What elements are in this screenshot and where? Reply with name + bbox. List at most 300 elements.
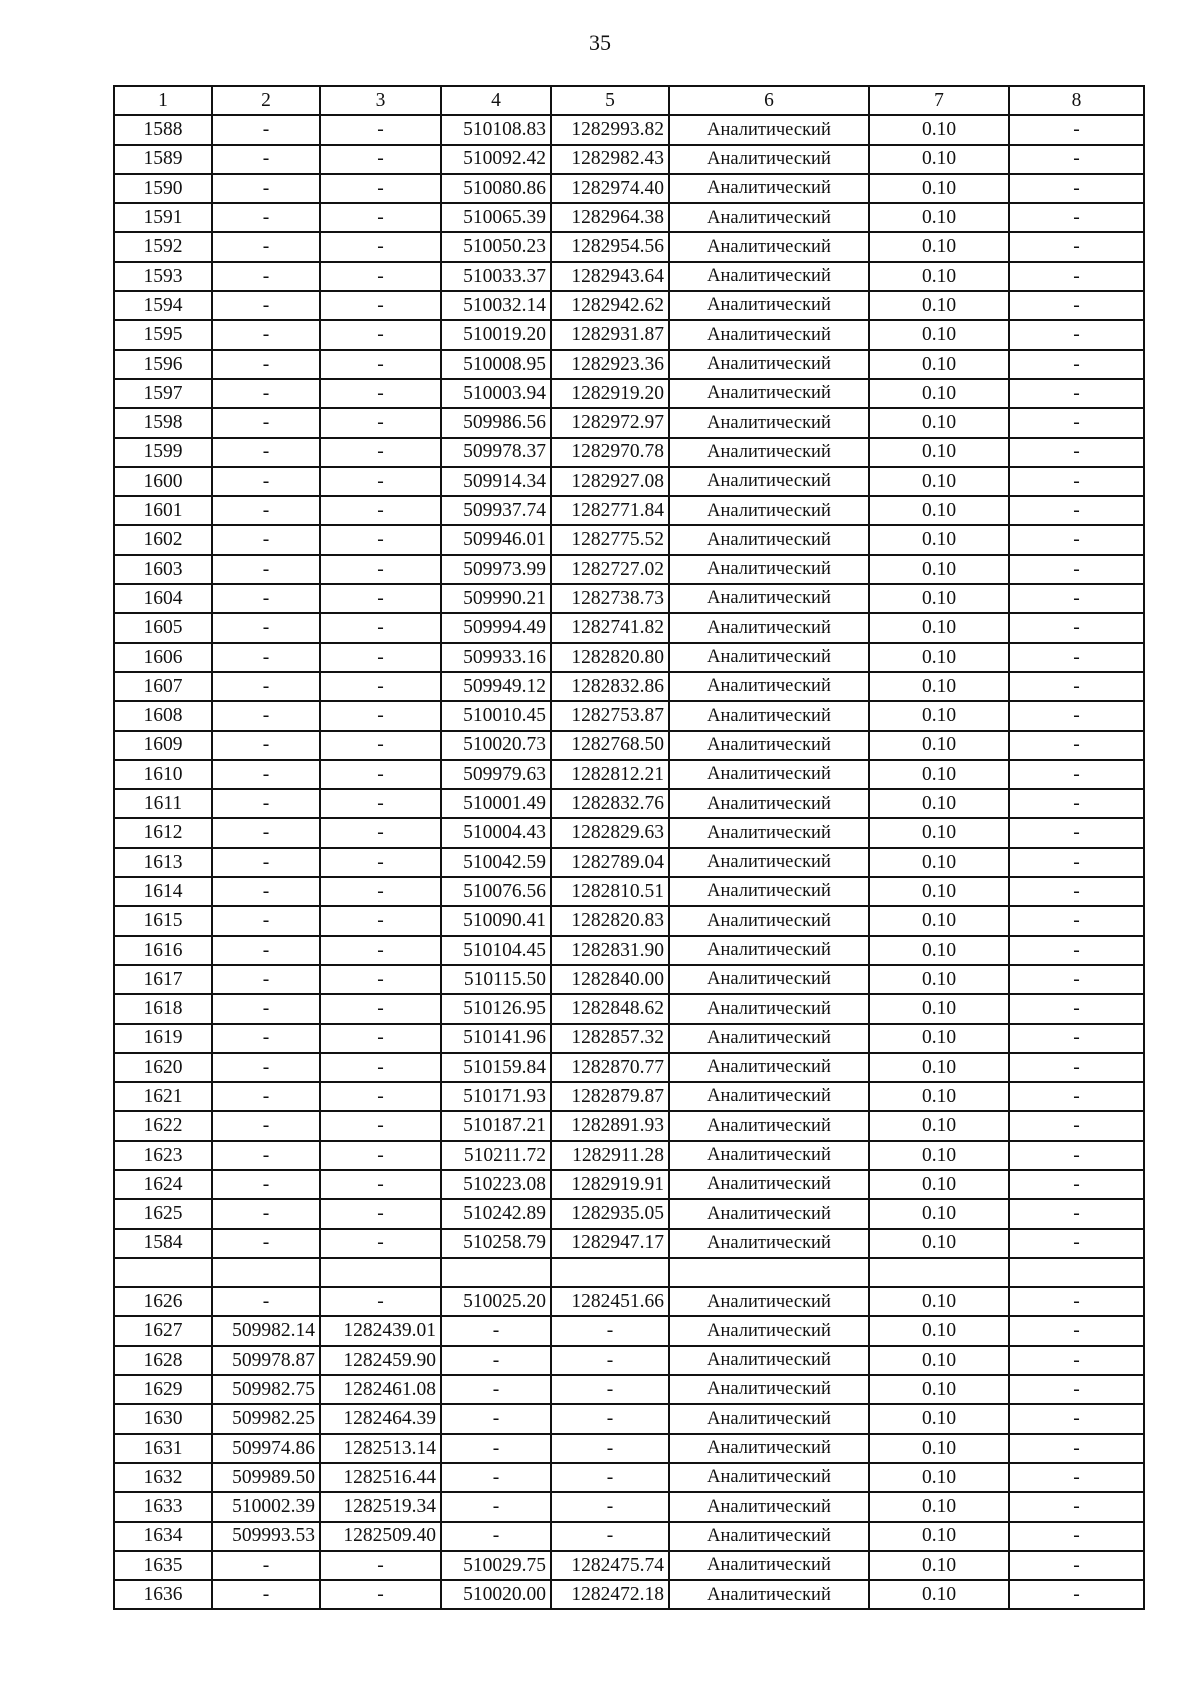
table-row — [114, 936, 1144, 965]
method-cell: Аналитический — [669, 936, 869, 965]
col5-y-cell: - — [551, 1316, 669, 1345]
col5-y-cell: 1282964.38 — [551, 203, 669, 232]
table-row — [114, 1053, 1144, 1082]
accuracy-cell: 0.10 — [869, 1522, 1009, 1551]
accuracy-cell: 0.10 — [869, 320, 1009, 349]
point-number-cell: 1632 — [114, 1463, 212, 1492]
table-row — [114, 320, 1144, 349]
table-row — [114, 555, 1144, 584]
col4-x-cell: 509979.63 — [441, 760, 551, 789]
accuracy-cell: 0.10 — [869, 936, 1009, 965]
column-header: 7 — [869, 86, 1009, 115]
accuracy-cell: 0.10 — [869, 1287, 1009, 1316]
method-cell: Аналитический — [669, 1082, 869, 1111]
table-row — [114, 496, 1144, 525]
accuracy-cell: 0.10 — [869, 1111, 1009, 1140]
method-cell: Аналитический — [669, 1229, 869, 1258]
point-number-cell: 1588 — [114, 115, 212, 144]
point-number-cell: 1603 — [114, 555, 212, 584]
accuracy-cell: 0.10 — [869, 760, 1009, 789]
col5-y-cell: 1282927.08 — [551, 467, 669, 496]
col3-y-cell: - — [320, 848, 441, 877]
col4-x-cell: 510029.75 — [441, 1551, 551, 1580]
accuracy-cell: 0.10 — [869, 1053, 1009, 1082]
col4-x-cell: - — [441, 1346, 551, 1375]
col8-cell: - — [1009, 1346, 1144, 1375]
col4-x-cell: 510003.94 — [441, 379, 551, 408]
accuracy-cell: 0.10 — [869, 848, 1009, 877]
col2-x-cell: - — [212, 1024, 320, 1053]
method-cell — [669, 1258, 869, 1287]
point-number-cell: 1617 — [114, 965, 212, 994]
col2-x-cell: 509982.14 — [212, 1316, 320, 1345]
table-row — [114, 1316, 1144, 1345]
col5-y-cell: 1282947.17 — [551, 1229, 669, 1258]
col3-y-cell: - — [320, 877, 441, 906]
point-number-cell: 1619 — [114, 1024, 212, 1053]
col4-x-cell: 510108.83 — [441, 115, 551, 144]
point-number-cell: 1621 — [114, 1082, 212, 1111]
method-cell: Аналитический — [669, 906, 869, 935]
table-row — [114, 584, 1144, 613]
col4-x-cell: 510104.45 — [441, 936, 551, 965]
point-number-cell: 1616 — [114, 936, 212, 965]
table-header-row — [114, 86, 1144, 115]
col4-x-cell: 510171.93 — [441, 1082, 551, 1111]
point-number-cell: 1607 — [114, 672, 212, 701]
accuracy-cell: 0.10 — [869, 1346, 1009, 1375]
col5-y-cell: 1282812.21 — [551, 760, 669, 789]
col8-cell — [1009, 1258, 1144, 1287]
point-number-cell: 1611 — [114, 789, 212, 818]
col8-cell: - — [1009, 643, 1144, 672]
point-number-cell: 1589 — [114, 145, 212, 174]
col2-x-cell: - — [212, 1082, 320, 1111]
point-number-cell: 1635 — [114, 1551, 212, 1580]
col4-x-cell: - — [441, 1522, 551, 1551]
col4-x-cell: 510090.41 — [441, 906, 551, 935]
point-number-cell: 1612 — [114, 818, 212, 847]
col5-y-cell: - — [551, 1404, 669, 1433]
point-number-cell: 1615 — [114, 906, 212, 935]
col8-cell: - — [1009, 496, 1144, 525]
accuracy-cell: 0.10 — [869, 232, 1009, 261]
col5-y-cell: - — [551, 1463, 669, 1492]
col2-x-cell: - — [212, 438, 320, 467]
col5-y-cell: 1282451.66 — [551, 1287, 669, 1316]
col3-y-cell: - — [320, 1141, 441, 1170]
table-row — [114, 643, 1144, 672]
table-row — [114, 232, 1144, 261]
col4-x-cell: 510076.56 — [441, 877, 551, 906]
point-number-cell: 1613 — [114, 848, 212, 877]
col8-cell: - — [1009, 1229, 1144, 1258]
accuracy-cell: 0.10 — [869, 525, 1009, 554]
accuracy-cell: 0.10 — [869, 1492, 1009, 1521]
col4-x-cell: - — [441, 1434, 551, 1463]
col5-y-cell: 1282954.56 — [551, 232, 669, 261]
col3-y-cell: 1282519.34 — [320, 1492, 441, 1521]
col3-y-cell: - — [320, 1053, 441, 1082]
table-row — [114, 1580, 1144, 1609]
col4-x-cell: 510042.59 — [441, 848, 551, 877]
point-number-cell: 1591 — [114, 203, 212, 232]
col8-cell: - — [1009, 1111, 1144, 1140]
col5-y-cell: 1282810.51 — [551, 877, 669, 906]
col3-y-cell: - — [320, 555, 441, 584]
table-row — [114, 1024, 1144, 1053]
accuracy-cell: 0.10 — [869, 350, 1009, 379]
col8-cell: - — [1009, 1024, 1144, 1053]
method-cell: Аналитический — [669, 584, 869, 613]
accuracy-cell: 0.10 — [869, 262, 1009, 291]
accuracy-cell: 0.10 — [869, 145, 1009, 174]
table-row — [114, 145, 1144, 174]
accuracy-cell: 0.10 — [869, 672, 1009, 701]
method-cell: Аналитический — [669, 1346, 869, 1375]
point-number-cell: 1594 — [114, 291, 212, 320]
accuracy-cell: 0.10 — [869, 379, 1009, 408]
col3-y-cell: 1282509.40 — [320, 1522, 441, 1551]
col8-cell: - — [1009, 818, 1144, 847]
col8-cell: - — [1009, 438, 1144, 467]
col2-x-cell: 510002.39 — [212, 1492, 320, 1521]
col5-y-cell: 1282982.43 — [551, 145, 669, 174]
col5-y-cell: 1282775.52 — [551, 525, 669, 554]
col2-x-cell: - — [212, 467, 320, 496]
col2-x-cell: - — [212, 115, 320, 144]
point-number-cell: 1608 — [114, 701, 212, 730]
col2-x-cell: - — [212, 320, 320, 349]
method-cell: Аналитический — [669, 1170, 869, 1199]
col2-x-cell: - — [212, 145, 320, 174]
method-cell: Аналитический — [669, 1141, 869, 1170]
point-number-cell: 1629 — [114, 1375, 212, 1404]
table-row — [114, 848, 1144, 877]
col3-y-cell: - — [320, 672, 441, 701]
col4-x-cell: 510159.84 — [441, 1053, 551, 1082]
table-row — [114, 1287, 1144, 1316]
col3-y-cell: - — [320, 613, 441, 642]
col2-x-cell: - — [212, 408, 320, 437]
method-cell: Аналитический — [669, 1111, 869, 1140]
col2-x-cell: - — [212, 1229, 320, 1258]
col2-x-cell: 509982.75 — [212, 1375, 320, 1404]
col8-cell: - — [1009, 1492, 1144, 1521]
col3-y-cell: - — [320, 408, 441, 437]
method-cell: Аналитический — [669, 965, 869, 994]
col3-y-cell: 1282439.01 — [320, 1316, 441, 1345]
col3-y-cell: 1282516.44 — [320, 1463, 441, 1492]
table-row — [114, 1199, 1144, 1228]
col3-y-cell: 1282459.90 — [320, 1346, 441, 1375]
table-body — [114, 115, 1144, 1609]
col4-x-cell: 509937.74 — [441, 496, 551, 525]
column-header: 8 — [1009, 86, 1144, 115]
point-number-cell: 1609 — [114, 731, 212, 760]
accuracy-cell: 0.10 — [869, 965, 1009, 994]
point-number-cell: 1606 — [114, 643, 212, 672]
col3-y-cell: - — [320, 145, 441, 174]
accuracy-cell: 0.10 — [869, 1580, 1009, 1609]
col2-x-cell: - — [212, 1287, 320, 1316]
col4-x-cell: 510223.08 — [441, 1170, 551, 1199]
method-cell: Аналитический — [669, 262, 869, 291]
col2-x-cell: - — [212, 994, 320, 1023]
accuracy-cell: 0.10 — [869, 877, 1009, 906]
col5-y-cell: 1282475.74 — [551, 1551, 669, 1580]
table-row — [114, 1551, 1144, 1580]
table-row — [114, 1346, 1144, 1375]
method-cell: Аналитический — [669, 1522, 869, 1551]
col3-y-cell: - — [320, 262, 441, 291]
page-number: 35 — [589, 30, 611, 55]
col5-y-cell: 1282911.28 — [551, 1141, 669, 1170]
col8-cell: - — [1009, 1404, 1144, 1433]
accuracy-cell: 0.10 — [869, 1375, 1009, 1404]
col5-y-cell: 1282891.93 — [551, 1111, 669, 1140]
column-header: 6 — [669, 86, 869, 115]
col8-cell: - — [1009, 320, 1144, 349]
col4-x-cell — [441, 1258, 551, 1287]
point-number-cell: 1633 — [114, 1492, 212, 1521]
col3-y-cell: - — [320, 701, 441, 730]
point-number-cell: 1626 — [114, 1287, 212, 1316]
col3-y-cell: - — [320, 789, 441, 818]
point-number-cell: 1624 — [114, 1170, 212, 1199]
accuracy-cell: 0.10 — [869, 555, 1009, 584]
accuracy-cell: 0.10 — [869, 643, 1009, 672]
point-number-cell: 1610 — [114, 760, 212, 789]
table-row — [114, 1375, 1144, 1404]
table-row — [114, 1170, 1144, 1199]
col8-cell: - — [1009, 613, 1144, 642]
col5-y-cell: 1282972.97 — [551, 408, 669, 437]
col8-cell: - — [1009, 1375, 1144, 1404]
col8-cell: - — [1009, 1463, 1144, 1492]
col8-cell: - — [1009, 145, 1144, 174]
table-row — [114, 1492, 1144, 1521]
method-cell: Аналитический — [669, 760, 869, 789]
col5-y-cell: 1282848.62 — [551, 994, 669, 1023]
col8-cell: - — [1009, 1287, 1144, 1316]
col2-x-cell: - — [212, 1199, 320, 1228]
method-cell: Аналитический — [669, 145, 869, 174]
col3-y-cell: - — [320, 1551, 441, 1580]
table-row — [114, 1111, 1144, 1140]
col2-x-cell: - — [212, 965, 320, 994]
accuracy-cell: 0.10 — [869, 613, 1009, 642]
method-cell: Аналитический — [669, 174, 869, 203]
method-cell: Аналитический — [669, 731, 869, 760]
col4-x-cell: 510115.50 — [441, 965, 551, 994]
col2-x-cell: - — [212, 350, 320, 379]
col5-y-cell: - — [551, 1375, 669, 1404]
col5-y-cell: 1282753.87 — [551, 701, 669, 730]
col5-y-cell: 1282923.36 — [551, 350, 669, 379]
col8-cell: - — [1009, 408, 1144, 437]
col2-x-cell: 509978.87 — [212, 1346, 320, 1375]
table-row — [114, 906, 1144, 935]
table-row — [114, 467, 1144, 496]
accuracy-cell: 0.10 — [869, 584, 1009, 613]
col4-x-cell: 510211.72 — [441, 1141, 551, 1170]
method-cell: Аналитический — [669, 1551, 869, 1580]
col5-y-cell: 1282943.64 — [551, 262, 669, 291]
method-cell: Аналитический — [669, 1053, 869, 1082]
col8-cell: - — [1009, 1434, 1144, 1463]
method-cell: Аналитический — [669, 877, 869, 906]
table-row — [114, 203, 1144, 232]
col8-cell: - — [1009, 1522, 1144, 1551]
col4-x-cell: 510020.73 — [441, 731, 551, 760]
col8-cell: - — [1009, 965, 1144, 994]
col3-y-cell: - — [320, 731, 441, 760]
col5-y-cell: 1282829.63 — [551, 818, 669, 847]
point-number-cell: 1636 — [114, 1580, 212, 1609]
col4-x-cell: 510019.20 — [441, 320, 551, 349]
point-number-cell: 1604 — [114, 584, 212, 613]
accuracy-cell: 0.10 — [869, 1316, 1009, 1345]
point-number-cell: 1597 — [114, 379, 212, 408]
table-row — [114, 1404, 1144, 1433]
col5-y-cell: 1282840.00 — [551, 965, 669, 994]
col8-cell: - — [1009, 350, 1144, 379]
col4-x-cell: 510126.95 — [441, 994, 551, 1023]
method-cell: Аналитический — [669, 643, 869, 672]
col4-x-cell: 510025.20 — [441, 1287, 551, 1316]
col8-cell: - — [1009, 877, 1144, 906]
table-row — [114, 115, 1144, 144]
method-cell: Аналитический — [669, 1434, 869, 1463]
table-row — [114, 1082, 1144, 1111]
table-row — [114, 174, 1144, 203]
col8-cell: - — [1009, 672, 1144, 701]
point-number-cell: 1618 — [114, 994, 212, 1023]
col3-y-cell: - — [320, 818, 441, 847]
col3-y-cell: - — [320, 291, 441, 320]
column-header: 4 — [441, 86, 551, 115]
col3-y-cell: - — [320, 1024, 441, 1053]
col8-cell: - — [1009, 760, 1144, 789]
col5-y-cell: 1282832.86 — [551, 672, 669, 701]
method-cell: Аналитический — [669, 115, 869, 144]
col5-y-cell: 1282820.83 — [551, 906, 669, 935]
col8-cell: - — [1009, 203, 1144, 232]
col3-y-cell: - — [320, 438, 441, 467]
accuracy-cell: 0.10 — [869, 1404, 1009, 1433]
col3-y-cell: - — [320, 1199, 441, 1228]
point-number-cell: 1627 — [114, 1316, 212, 1345]
col4-x-cell: - — [441, 1375, 551, 1404]
col4-x-cell: 509986.56 — [441, 408, 551, 437]
col5-y-cell: 1282993.82 — [551, 115, 669, 144]
point-number-cell: 1593 — [114, 262, 212, 291]
col2-x-cell: - — [212, 731, 320, 760]
col5-y-cell: 1282974.40 — [551, 174, 669, 203]
col8-cell: - — [1009, 467, 1144, 496]
col8-cell: - — [1009, 848, 1144, 877]
method-cell: Аналитический — [669, 408, 869, 437]
col8-cell: - — [1009, 1082, 1144, 1111]
col3-y-cell: - — [320, 350, 441, 379]
col4-x-cell: 510020.00 — [441, 1580, 551, 1609]
col3-y-cell: - — [320, 115, 441, 144]
accuracy-cell: 0.10 — [869, 1463, 1009, 1492]
accuracy-cell: 0.10 — [869, 1551, 1009, 1580]
method-cell: Аналитический — [669, 672, 869, 701]
table-row — [114, 1229, 1144, 1258]
col3-y-cell: - — [320, 1229, 441, 1258]
col3-y-cell — [320, 1258, 441, 1287]
col2-x-cell: 509974.86 — [212, 1434, 320, 1463]
method-cell: Аналитический — [669, 291, 869, 320]
col8-cell: - — [1009, 1199, 1144, 1228]
point-number-cell: 1631 — [114, 1434, 212, 1463]
table-row — [114, 672, 1144, 701]
col5-y-cell: 1282771.84 — [551, 496, 669, 525]
col2-x-cell: - — [212, 1141, 320, 1170]
col4-x-cell: - — [441, 1463, 551, 1492]
col2-x-cell: 509993.53 — [212, 1522, 320, 1551]
table-row — [114, 789, 1144, 818]
col8-cell: - — [1009, 994, 1144, 1023]
col5-y-cell: - — [551, 1346, 669, 1375]
accuracy-cell: 0.10 — [869, 906, 1009, 935]
table-row — [114, 350, 1144, 379]
col5-y-cell: 1282738.73 — [551, 584, 669, 613]
col2-x-cell: - — [212, 1551, 320, 1580]
point-number-cell: 1600 — [114, 467, 212, 496]
col3-y-cell: - — [320, 232, 441, 261]
point-number-cell: 1630 — [114, 1404, 212, 1433]
table-row — [114, 760, 1144, 789]
point-number-cell: 1622 — [114, 1111, 212, 1140]
method-cell: Аналитический — [669, 1199, 869, 1228]
col8-cell: - — [1009, 262, 1144, 291]
col4-x-cell: 510080.86 — [441, 174, 551, 203]
col8-cell: - — [1009, 701, 1144, 730]
point-number-cell: 1614 — [114, 877, 212, 906]
col2-x-cell: - — [212, 525, 320, 554]
method-cell: Аналитический — [669, 1375, 869, 1404]
col3-y-cell: - — [320, 760, 441, 789]
table-row — [114, 877, 1144, 906]
method-cell: Аналитический — [669, 350, 869, 379]
table-row — [114, 994, 1144, 1023]
col3-y-cell: 1282464.39 — [320, 1404, 441, 1433]
method-cell: Аналитический — [669, 1463, 869, 1492]
col4-x-cell: 509914.34 — [441, 467, 551, 496]
method-cell: Аналитический — [669, 701, 869, 730]
accuracy-cell: 0.10 — [869, 496, 1009, 525]
col4-x-cell: - — [441, 1492, 551, 1521]
col5-y-cell: 1282857.32 — [551, 1024, 669, 1053]
col8-cell: - — [1009, 1551, 1144, 1580]
col2-x-cell: - — [212, 760, 320, 789]
table-row — [114, 1463, 1144, 1492]
table-row — [114, 818, 1144, 847]
col2-x-cell: - — [212, 555, 320, 584]
method-cell: Аналитический — [669, 1580, 869, 1609]
col2-x-cell: - — [212, 584, 320, 613]
point-number-cell: 1634 — [114, 1522, 212, 1551]
col3-y-cell: 1282513.14 — [320, 1434, 441, 1463]
accuracy-cell: 0.10 — [869, 115, 1009, 144]
accuracy-cell: 0.10 — [869, 203, 1009, 232]
col4-x-cell: 510004.43 — [441, 818, 551, 847]
method-cell: Аналитический — [669, 525, 869, 554]
